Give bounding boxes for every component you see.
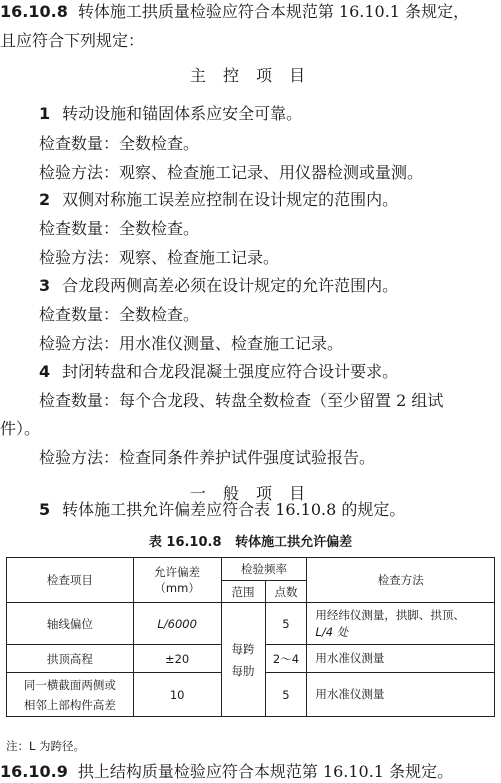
tolerance-table — [6, 557, 495, 717]
cell-item — [7, 673, 134, 717]
clause-text-line2: 且应符合下列规定： — [0, 31, 145, 50]
clause-number: 16.10.9 — [0, 762, 68, 781]
inspection-quantity-2: 检查数量：全数检查。 — [39, 219, 200, 238]
cell-method: 用水准仪测量 — [307, 645, 495, 673]
item-text: 合龙段两侧高差必须在设计规定的允许范围内。 — [62, 276, 399, 295]
clause-text-line1: 转体施工拱质量检验应符合本规范第 16.10.1 条规定， — [77, 2, 470, 21]
item-line2: 相邻上部构件高差 — [23, 697, 116, 712]
table-row — [7, 603, 495, 645]
inspection-quantity-3: 检查数量：全数检查。 — [39, 305, 200, 324]
inspection-method-2: 检验方法：观察、检查施工记录。 — [39, 248, 280, 267]
item-text: 封闭转盘和合龙段混凝土强度应符合设计要求。 — [62, 362, 399, 381]
header-frequency: 检验频率 — [221, 558, 307, 581]
method-line1: 用经纬仪测量，拱脚、拱顶、 — [315, 607, 465, 622]
header-tolerance-label: 允许偏差 — [154, 565, 201, 579]
table-number: 表 16.10.8 — [148, 535, 222, 550]
header-unit: （mm） — [154, 581, 200, 595]
item-5 — [39, 500, 499, 520]
cell-tolerance: ±20 — [133, 645, 221, 673]
cell-count: 5 — [265, 673, 307, 717]
method-line2: L/4 处 — [315, 624, 349, 639]
table-caption — [0, 531, 501, 550]
table-note: 注：L 为跨径。 — [6, 739, 86, 753]
table-header-row — [7, 558, 495, 581]
header-scope: 范围 — [221, 581, 265, 603]
inspection-method-4: 检验方法：检查同条件养护试件强度试验报告。 — [39, 448, 376, 467]
cell-count: 2～4 — [265, 645, 307, 673]
clause-16-10-9 — [0, 762, 501, 782]
header-count: 点数 — [265, 581, 307, 603]
scope-line1: 每跨 — [231, 641, 255, 656]
item-number: 5 — [39, 500, 51, 519]
clause-16-10-8 — [0, 2, 501, 22]
item-1 — [39, 104, 499, 124]
item-2 — [39, 190, 499, 210]
inspection-quantity-1: 检查数量：全数检查。 — [39, 134, 200, 153]
item-text: 双侧对称施工误差应控制在设计规定的范围内。 — [62, 190, 399, 209]
item-text: 转体施工拱允许偏差应符合表 16.10.8 的规定。 — [62, 500, 406, 519]
clause-text: 拱上结构质量检验应符合本规范第 16.10.1 条规定。 — [77, 762, 454, 781]
scope-line2: 每肋 — [231, 663, 255, 678]
cell-method: 用水准仪测量 — [307, 673, 495, 717]
item-number: 1 — [39, 104, 51, 123]
item-text: 转动设施和锚固体系应安全可靠。 — [62, 104, 303, 123]
header-method: 检查方法 — [307, 558, 495, 603]
item-4 — [39, 362, 499, 382]
inspection-quantity-4: 检查数量：每个合龙段、转盘全数检查（至少留置 2 组试 — [39, 391, 444, 410]
cell-tolerance: 10 — [133, 673, 221, 717]
cell-method — [307, 603, 495, 645]
header-tolerance — [133, 558, 221, 603]
cell-count: 5 — [265, 603, 307, 645]
clause-number: 16.10.8 — [0, 2, 68, 21]
header-item: 检查项目 — [7, 558, 134, 603]
inspection-method-1: 检验方法：观察、检查施工记录、用仪器检测或量测。 — [39, 163, 424, 182]
cell-item: 轴线偏位 — [7, 603, 134, 645]
item-3 — [39, 276, 499, 296]
cell-item: 拱顶高程 — [7, 645, 134, 673]
main-control-heading: 主 控 项 目 — [189, 66, 312, 85]
item-number: 3 — [39, 276, 51, 295]
item-number: 4 — [39, 362, 51, 381]
inspection-method-3: 检验方法：用水准仪测量、检查施工记录。 — [39, 334, 344, 353]
item-number: 2 — [39, 190, 51, 209]
cell-tolerance: L/6000 — [133, 603, 221, 645]
cell-scope-merged — [221, 603, 265, 717]
general-heading: 一 般 项 目 — [189, 484, 312, 503]
table-title: 转体施工拱允许偏差 — [235, 535, 353, 550]
inspection-quantity-4-cont: 件）。 — [0, 419, 41, 438]
item-line1: 同一横截面两侧或 — [23, 677, 116, 692]
